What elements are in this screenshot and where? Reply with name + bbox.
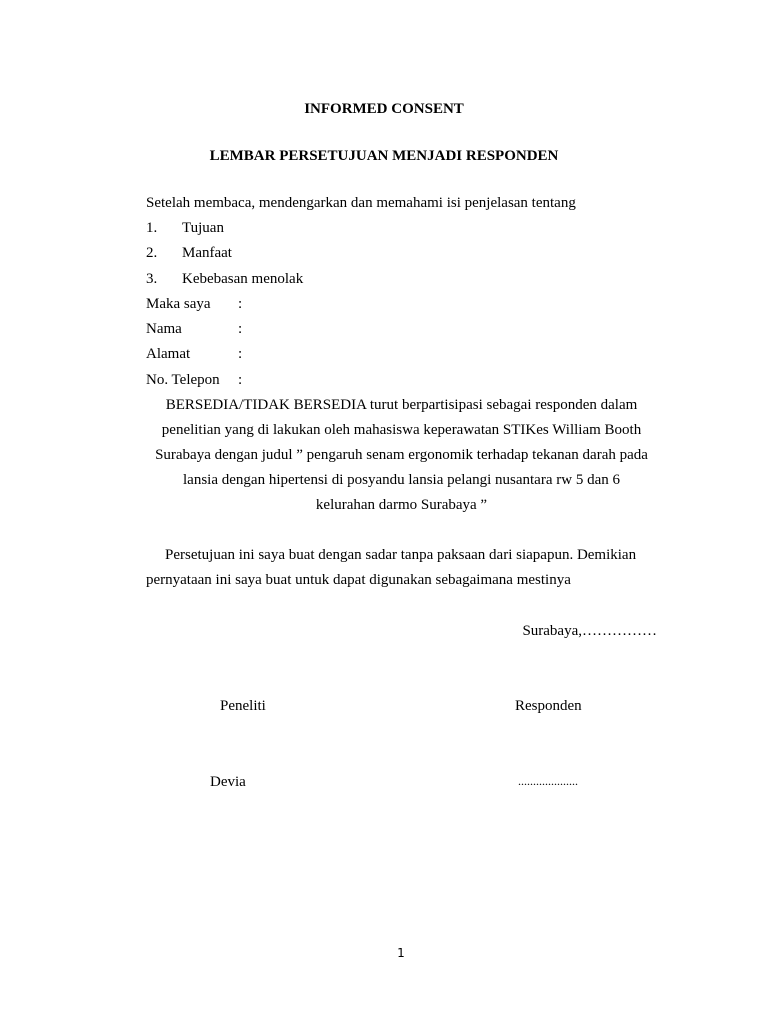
statement-line: penelitian yang di lakukan oleh mahasiswa keperawatan STIKes William Booth <box>161 422 642 438</box>
field-colon: : <box>238 372 243 388</box>
page-number: 1 <box>397 946 405 960</box>
respondent-role: Responden <box>515 698 582 714</box>
intro-text: Setelah membaca, mendengarkan dan memahami isi penjelasan tentang <box>146 195 576 211</box>
list-item-number: 3. <box>146 271 158 287</box>
field-label: Maka saya <box>146 296 211 312</box>
field-label: No. Telepon <box>146 372 220 388</box>
field-colon: : <box>238 346 243 362</box>
list-item-number: 2. <box>146 245 158 261</box>
statement-line: BERSEDIA/TIDAK BERSEDIA turut berpartisipasi sebagai responden dalam <box>165 397 638 413</box>
researcher-role: Peneliti <box>220 698 266 714</box>
statement-line: kelurahan darmo Surabaya ” <box>315 497 488 513</box>
field-colon: : <box>238 321 243 337</box>
field-colon: : <box>238 296 243 312</box>
document-title: INFORMED CONSENT <box>304 101 464 117</box>
closing-line: Persetujuan ini saya buat dengan sadar tanpa paksaan dari siapapun. Demikian <box>165 547 637 563</box>
list-item-text: Tujuan <box>182 220 224 236</box>
place-date: Surabaya,…………… <box>522 623 657 639</box>
list-item-text: Manfaat <box>182 245 232 261</box>
list-item-text: Kebebasan menolak <box>182 271 304 287</box>
field-label: Alamat <box>146 346 191 362</box>
statement-line: Surabaya dengan judul ” pengaruh senam ergonomik terhadap tekanan darah pada <box>155 447 648 463</box>
statement-line: lansia dengan hipertensi di posyandu lansia pelangi nusantara rw 5 dan 6 <box>183 472 620 488</box>
respondent-signature-line: .................... <box>518 774 578 788</box>
document-subtitle: LEMBAR PERSETUJUAN MENJADI RESPONDEN <box>209 148 559 164</box>
field-label: Nama <box>146 321 182 337</box>
researcher-name: Devia <box>210 774 246 790</box>
closing-line: pernyataan ini saya buat untuk dapat digunakan sebagaimana mestinya <box>146 572 571 588</box>
list-item-number: 1. <box>146 220 158 236</box>
